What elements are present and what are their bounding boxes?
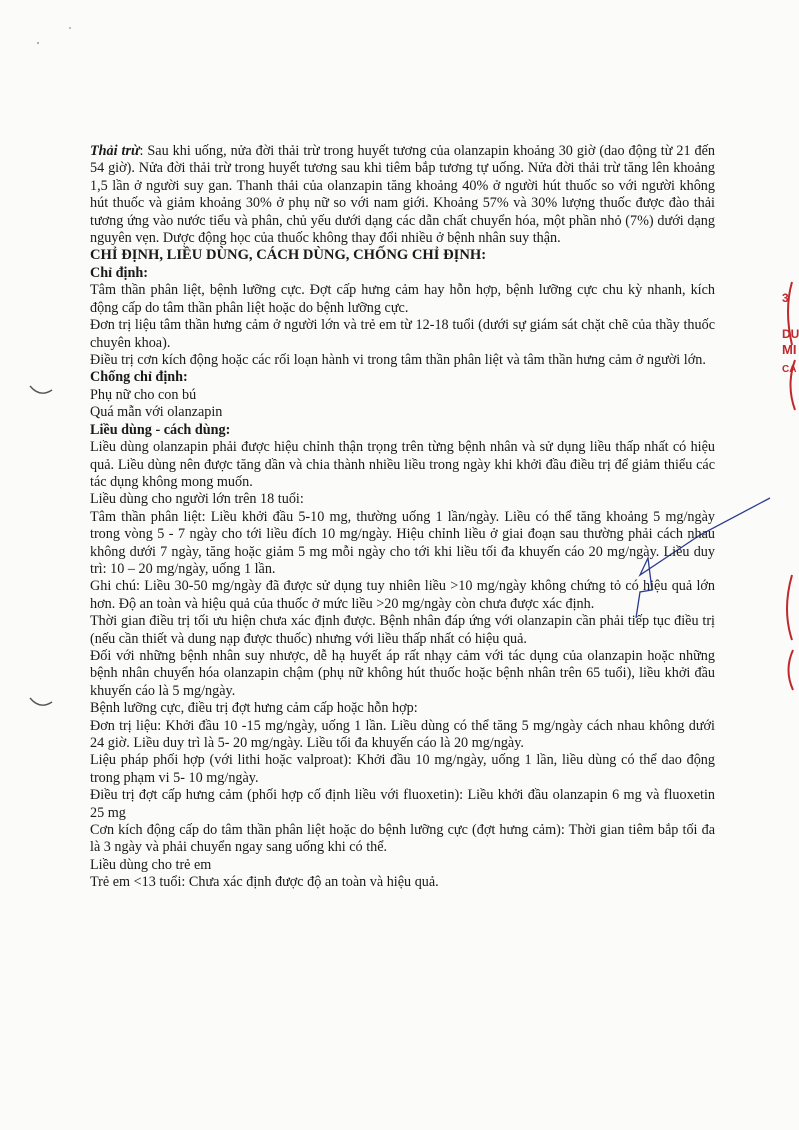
body-paragraph: Đơn trị liệu: Khởi đầu 10 -15 mg/ngày, uống 1 lần. Liều dùng có thể tăng 5 mg/ngày cách nhau không dưới 24 giờ. Liều duy trì là 5- 20 mg/ngày. Liều tối đa khuyến cáo là 20 mg/ngày. xyxy=(90,717,715,751)
subsection-heading: Chống chỉ định: xyxy=(90,369,188,386)
body-paragraph: Liệu pháp phối hợp (với lithi hoặc valproat): Khởi đầu 10 mg/ngày, uống 1 lần, liều dùng có thể dao động trong phạm vi 5- 10 mg/ngày. xyxy=(90,752,715,786)
subsection-heading: Chỉ định: xyxy=(90,265,148,282)
body-paragraph: Cơn kích động cấp do tâm thần phân liệt hoặc do bệnh lưỡng cực (đợt hưng cảm): Thời gian tiêm bắp tối đa là 3 ngày và phải chuyển ngay sang uống khi có thể. xyxy=(90,822,715,856)
stamp-text: MI xyxy=(782,342,797,357)
body-paragraph: Ghi chú: Liều 30-50 mg/ngày đã được sử dụng tuy nhiên liều >10 mg/ngày không chứng tỏ có hiệu quả lớn hơn. Độ an toàn và hiệu quả của thuốc ở mức liều >20 mg/ngày còn chưa được xác định. xyxy=(90,578,715,612)
stamp-text: DU xyxy=(782,327,799,341)
body-paragraph: Quá mẫn với olanzapin xyxy=(90,404,223,421)
stamp-arc xyxy=(789,650,794,690)
body-paragraph: Phụ nữ cho con bú xyxy=(90,386,197,403)
elimination-paragraph xyxy=(90,143,715,247)
body-paragraph: Trẻ em <13 tuổi: Chưa xác định được độ an toàn và hiệu quả. xyxy=(90,874,439,891)
body-paragraph: Liều dùng cho trẻ em xyxy=(90,856,212,873)
body-paragraph: Điều trị đợt cấp hưng cảm (phối hợp cố định liều với fluoxetin): Liều khởi đầu olanzapin 6 mg và fluoxetin 25 mg xyxy=(90,787,715,821)
body-paragraph: Liều dùng cho người lớn trên 18 tuổi: xyxy=(90,491,304,508)
stamp-arc xyxy=(787,575,792,640)
section-heading: CHỈ ĐỊNH, LIỀU DÙNG, CÁCH DÙNG, CHỐNG CHỈ ĐỊNH: xyxy=(90,247,487,264)
body-paragraph: Bệnh lưỡng cực, điều trị đợt hưng cảm cấp hoặc hỗn hợp: xyxy=(90,700,418,717)
scan-dot xyxy=(37,42,39,44)
body-paragraph: Tâm thần phân liệt, bệnh lưỡng cực. Đợt cấp hưng cảm hay hỗn hợp, bệnh lưỡng cực chu kỳ nhanh, kích động cấp do tâm thần phân liệt hoặc do bệnh lưỡng cực. xyxy=(90,282,715,316)
body-paragraph: Tâm thần phân liệt: Liều khởi đầu 5-10 mg, thường uống 1 lần/ngày. Liều có thể tăng khoảng 5 mg/ngày trong vòng 5 - 7 ngày cho tới liều đích 10 mg/ngày. Hiệu chỉnh liều ở giai đoạn sau thường phải cách nhau không dưới 7 ngày, tăng hoặc giảm 5 mg mỗi ngày cho tới khi liều tối đa khuyến cáo 20 mg/ngày. Liều duy trì: 10 – 20 mg/ngày, uống 1 lần. xyxy=(90,508,715,577)
elimination-text: : Sau khi uống, nửa đời thải trừ trong huyết tương của olanzapin khoảng 30 giờ (dao động từ 21 đến 54 giờ). Nửa đời thải trừ trong huyết tương sau khi tiêm bắp tương tự uống. Nửa đời thải trừ tăng lên khoảng 1,5 lần ở người suy gan. Thanh thải của olanzapin tăng khoảng 40% ở người hút thuốc so với người không hút thuốc và giảm khoảng 30% ở phụ nữ so với nam giới. Khoảng 57% và 30% lượng thuốc được đào thải tương ứng vào nước tiểu và phân, chủ yếu dưới dạng các dẫn chất chuyển hóa, một phần nhỏ (7%) dưới dạng nguyên vẹn. Dược động học của thuốc không thay đổi nhiều ở bệnh nhân suy thận. xyxy=(90,143,716,247)
document-body xyxy=(90,143,715,892)
stamp-text: CA xyxy=(782,364,797,375)
stamp-fragment xyxy=(782,290,799,378)
stamp-text: 3 xyxy=(782,291,789,305)
body-paragraph: Liều dùng olanzapin phải được hiệu chỉnh thận trọng trên từng bệnh nhân và sử dụng liều thấp nhất có hiệu quả. Liều dùng nên được tăng dần và chia thành nhiều liều trong ngày khi khởi đầu điều trị để giảm thiểu các tác dụng không mong muốn. xyxy=(90,439,715,490)
body-paragraph: Điều trị cơn kích động hoặc các rối loạn hành vi trong tâm thần phân liệt và tâm thần hưng cảm ở người lớn. xyxy=(90,352,706,369)
hole-mark xyxy=(30,386,52,393)
body-paragraph: Thời gian điều trị tối ưu hiện chưa xác định được. Bệnh nhân đáp ứng với olanzapin cần phải tiếp tục điều trị (nếu cần thiết và dung nạp được thuốc) nhưng với liều thấp nhất có hiệu quả. xyxy=(90,613,715,647)
body-paragraph: Đơn trị liệu tâm thần hưng cảm ở người lớn và trẻ em từ 12-18 tuổi (dưới sự giám sát chặt chẽ của thầy thuốc chuyên khoa). xyxy=(90,317,715,351)
hole-mark xyxy=(30,698,52,705)
elimination-label: Thải trừ xyxy=(90,143,140,159)
body-paragraph: Đối với những bệnh nhân suy nhược, dễ hạ huyết áp rất nhạy cảm với tác dụng của olanzapin hoặc những bệnh nhân chuyển hóa olanzapin chậm (phụ nữ không hút thuốc hoặc bệnh nhân trên 65 tuổi), liều khởi đầu khuyến cáo là 5 mg/ngày. xyxy=(90,647,715,699)
scan-dot xyxy=(69,27,71,29)
subsection-heading: Liều dùng - cách dùng: xyxy=(90,421,231,438)
